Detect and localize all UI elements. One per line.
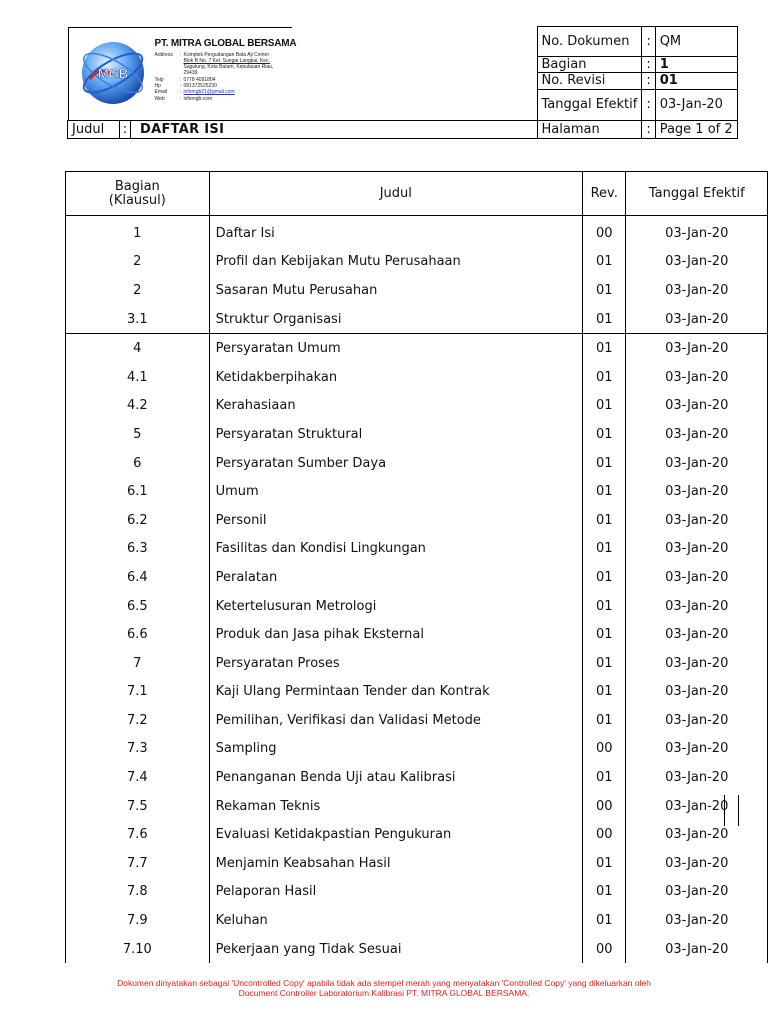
cell-tanggal: 03-Jan-20 [626,620,768,649]
cell-rev: 01 [582,563,626,592]
cell-rev: 01 [582,305,626,334]
cell-rev: 01 [582,392,626,421]
table-row [66,849,768,878]
uncontrolled-copy-notice [0,978,768,998]
cell-judul: Ketidakberpihakan [209,363,582,392]
mobile-value: 081372525230 [183,82,217,89]
cell-judul: Sasaran Mutu Perusahan [209,276,582,305]
cell-tanggal: 03-Jan-20 [626,935,768,964]
cell-judul: Peralatan [209,563,582,592]
judul-value: DAFTAR ISI [140,121,225,137]
field-label-tanggal-efektif: Tanggal Efektif [537,89,642,120]
cell-judul: Fasilitas dan Kondisi Lingkungan [209,535,582,564]
address-line: Komplek Pergudangan Bata Aji Center [183,51,270,58]
judul-row: Judul : DAFTAR ISI [68,120,538,138]
table-row [66,363,768,392]
company-block [68,27,538,121]
address-line: 29439. [183,70,199,77]
cell-bagian: 6 [66,449,210,478]
cell-tanggal: 03-Jan-20 [626,248,768,277]
table-row [66,248,768,277]
field-value-tanggal-efektif: 03-Jan-20 [655,89,737,120]
table-row [66,305,768,334]
field-value-bagian: 1 [655,56,737,72]
cell-judul: Persyaratan Proses [209,649,582,678]
cell-bagian: 7.10 [66,935,210,964]
company-logo-icon [78,35,148,111]
company-contact-info: Address : Komplek Pergudangan Bata Aji Center Blok B No. 7 Kel. Sungai Langkai, Kec. Sagulung, Kota Batam, Kepulauan Riau, 29439. Telp : 0778 4091804 Hp : 081372525230 Email : infomgb21@gmail.com Web : infomgb.com [154,51,274,102]
cell-rev: 01 [582,678,626,707]
cell-tanggal: 03-Jan-20 [626,334,768,363]
cell-bagian: 6.4 [66,563,210,592]
cell-bagian: 7 [66,649,210,678]
cell-tanggal: 03-Jan-20 [626,763,768,792]
judul-label: Judul [72,121,105,137]
cell-judul: Daftar Isi [209,216,582,248]
cell-judul: Persyaratan Struktural [209,420,582,449]
cell-rev: 01 [582,649,626,678]
cell-rev: 01 [582,506,626,535]
cell-bagian: 7.2 [66,706,210,735]
cell-rev: 01 [582,276,626,305]
cell-rev: 00 [582,820,626,849]
phone-value: 0778 4091804 [183,76,216,83]
table-row [66,449,768,478]
cell-tanggal: 03-Jan-20 [626,735,768,764]
cell-tanggal: 03-Jan-20 [626,820,768,849]
table-row [66,420,768,449]
cell-rev: 01 [582,477,626,506]
notice-line: Document Controller Laboratorium Kalibrasi PT. MITRA GLOBAL BERSAMA. [238,988,530,998]
table-row [66,506,768,535]
cell-rev: 01 [582,449,626,478]
column-header-tanggal: Tanggal Efektif [626,172,768,216]
field-value-halaman: Page 1 of 2 [655,120,737,138]
cell-bagian: 2 [66,248,210,277]
cell-rev: 00 [582,792,626,821]
cell-bagian: 4 [66,334,210,363]
cell-bagian: 7.1 [66,678,210,707]
cell-bagian: 6.3 [66,535,210,564]
cell-rev: 01 [582,706,626,735]
cell-bagian: 7.8 [66,878,210,907]
table-row [66,649,768,678]
field-label-bagian: Bagian [537,56,642,72]
field-value-no-dokumen: QM [655,27,737,57]
cell-tanggal: 03-Jan-20 [626,706,768,735]
cell-tanggal: 03-Jan-20 [626,878,768,907]
table-row [66,706,768,735]
cell-tanggal: 03-Jan-20 [626,276,768,305]
cell-tanggal: 03-Jan-20 [626,420,768,449]
cell-tanggal: 03-Jan-20 [626,305,768,334]
company-name: PT. MITRA GLOBAL BERSAMA [154,37,297,49]
table-row [66,735,768,764]
cell-judul: Produk dan Jasa pihak Eksternal [209,620,582,649]
table-edge-mark [724,795,739,826]
field-label-no-revisi: No. Revisi [537,73,642,89]
cell-tanggal: 03-Jan-20 [626,849,768,878]
cell-bagian: 6.5 [66,592,210,621]
cell-tanggal: 03-Jan-20 [626,678,768,707]
email-link[interactable]: infomgb21@gmail.com [183,89,235,96]
cell-judul: Persyaratan Sumber Daya [209,449,582,478]
web-value: infomgb.com [183,95,213,102]
field-value-no-revisi: 01 [655,73,737,89]
cell-rev: 00 [582,216,626,248]
table-row [66,763,768,792]
cell-judul: Struktur Organisasi [209,305,582,334]
cell-tanggal: 03-Jan-20 [626,477,768,506]
cell-bagian: 1 [66,216,210,248]
cell-judul: Profil dan Kebijakan Mutu Perusahaan [209,248,582,277]
table-row [66,477,768,506]
address-line: Sagulung, Kota Batam, Kepulauan Riau, [183,64,274,71]
cell-rev: 01 [582,878,626,907]
table-row [66,678,768,707]
column-header-bagian: Bagian (Klausul) [66,172,210,216]
cell-rev: 01 [582,363,626,392]
cell-rev: 01 [582,248,626,277]
table-row [66,792,768,821]
cell-tanggal: 03-Jan-20 [626,649,768,678]
table-row [66,216,768,248]
cell-bagian: 7.4 [66,763,210,792]
cell-tanggal: 03-Jan-20 [626,506,768,535]
cell-tanggal: 03-Jan-20 [626,563,768,592]
table-row [66,820,768,849]
cell-bagian: 7.7 [66,849,210,878]
cell-tanggal: 03-Jan-20 [626,792,768,821]
cell-rev: 01 [582,592,626,621]
cell-judul: Sampling [209,735,582,764]
cell-judul: Pelaporan Hasil [209,878,582,907]
cell-rev: 00 [582,935,626,964]
cell-tanggal: 03-Jan-20 [626,906,768,935]
cell-rev: 01 [582,620,626,649]
cell-tanggal: 03-Jan-20 [626,535,768,564]
cell-bagian: 7.5 [66,792,210,821]
cell-judul: Pemilihan, Verifikasi dan Validasi Metode [209,706,582,735]
cell-rev: 00 [582,735,626,764]
table-row [66,935,768,964]
cell-bagian: 7.6 [66,820,210,849]
table-row [66,276,768,305]
cell-tanggal: 03-Jan-20 [626,392,768,421]
cell-bagian: 4.2 [66,392,210,421]
table-row [66,906,768,935]
cell-judul: Rekaman Teknis [209,792,582,821]
table-row [66,392,768,421]
cell-bagian: 2 [66,276,210,305]
column-header-judul: Judul [209,172,582,216]
cell-bagian: 5 [66,420,210,449]
cell-rev: 01 [582,535,626,564]
table-row [66,878,768,907]
cell-judul: Umum [209,477,582,506]
logo-lettering: MGB [97,65,128,81]
table-row [66,334,768,363]
field-label-no-dokumen: No. Dokumen [537,27,642,57]
cell-judul: Personil [209,506,582,535]
cell-judul: Keluhan [209,906,582,935]
cell-tanggal: 03-Jan-20 [626,449,768,478]
cell-tanggal: 03-Jan-20 [626,592,768,621]
cell-bagian: 6.1 [66,477,210,506]
cell-rev: 01 [582,420,626,449]
cell-judul: Penanganan Benda Uji atau Kalibrasi [209,763,582,792]
address-line: Blok B No. 7 Kel. Sungai Langkai, Kec. [183,57,270,64]
cell-bagian: 3.1 [66,305,210,334]
column-header-rev: Rev. [582,172,626,216]
cell-judul: Ketertelusuran Metrologi [209,592,582,621]
cell-bagian: 7.9 [66,906,210,935]
cell-judul: Menjamin Keabsahan Hasil [209,849,582,878]
address-label: Address [154,51,173,58]
cell-judul: Kaji Ulang Permintaan Tender dan Kontrak [209,678,582,707]
field-label-halaman: Halaman [537,120,642,138]
table-row [66,620,768,649]
cell-judul: Pekerjaan yang Tidak Sesuai [209,935,582,964]
cell-judul: Persyaratan Umum [209,334,582,363]
cell-rev: 01 [582,906,626,935]
cell-bagian: 4.1 [66,363,210,392]
cell-rev: 01 [582,763,626,792]
cell-bagian: 6.6 [66,620,210,649]
cell-rev: 01 [582,334,626,363]
cell-rev: 01 [582,849,626,878]
table-row [66,592,768,621]
contents-table [65,171,768,963]
notice-line: Dokumen dinyatakan sebagai 'Uncontrolled Copy' apabila tidak ada stempel merah yang menyatakan 'Controlled Copy' yang dikeluarkan oleh [117,978,651,988]
cell-tanggal: 03-Jan-20 [626,363,768,392]
document-header: MGB PT. MITRA GLOBAL BERSAMA Address : Komplek Pergudangan Bata Aji Center Blok B No. 7 Kel. Sungai Langkai, Kec. Sagulung, Kota Batam, Kepulauan Riau, 29439. Telp : 0778 4091804 Hp : 081372525230 Email : infomgb21@gmail.com Web : infomgb.com No. Dokumen : QM Bagian : 1 No. Revisi : 01 Tanggal Efektif : 03-Jan-20 Judul : DAFTAR ISI Halaman : Page 1 of 2 [67,26,738,139]
cell-bagian: 6.2 [66,506,210,535]
cell-tanggal: 03-Jan-20 [626,216,768,248]
table-row [66,535,768,564]
cell-judul: Evaluasi Ketidakpastian Pengukuran [209,820,582,849]
table-row [66,563,768,592]
cell-judul: Kerahasiaan [209,392,582,421]
cell-bagian: 7.3 [66,735,210,764]
